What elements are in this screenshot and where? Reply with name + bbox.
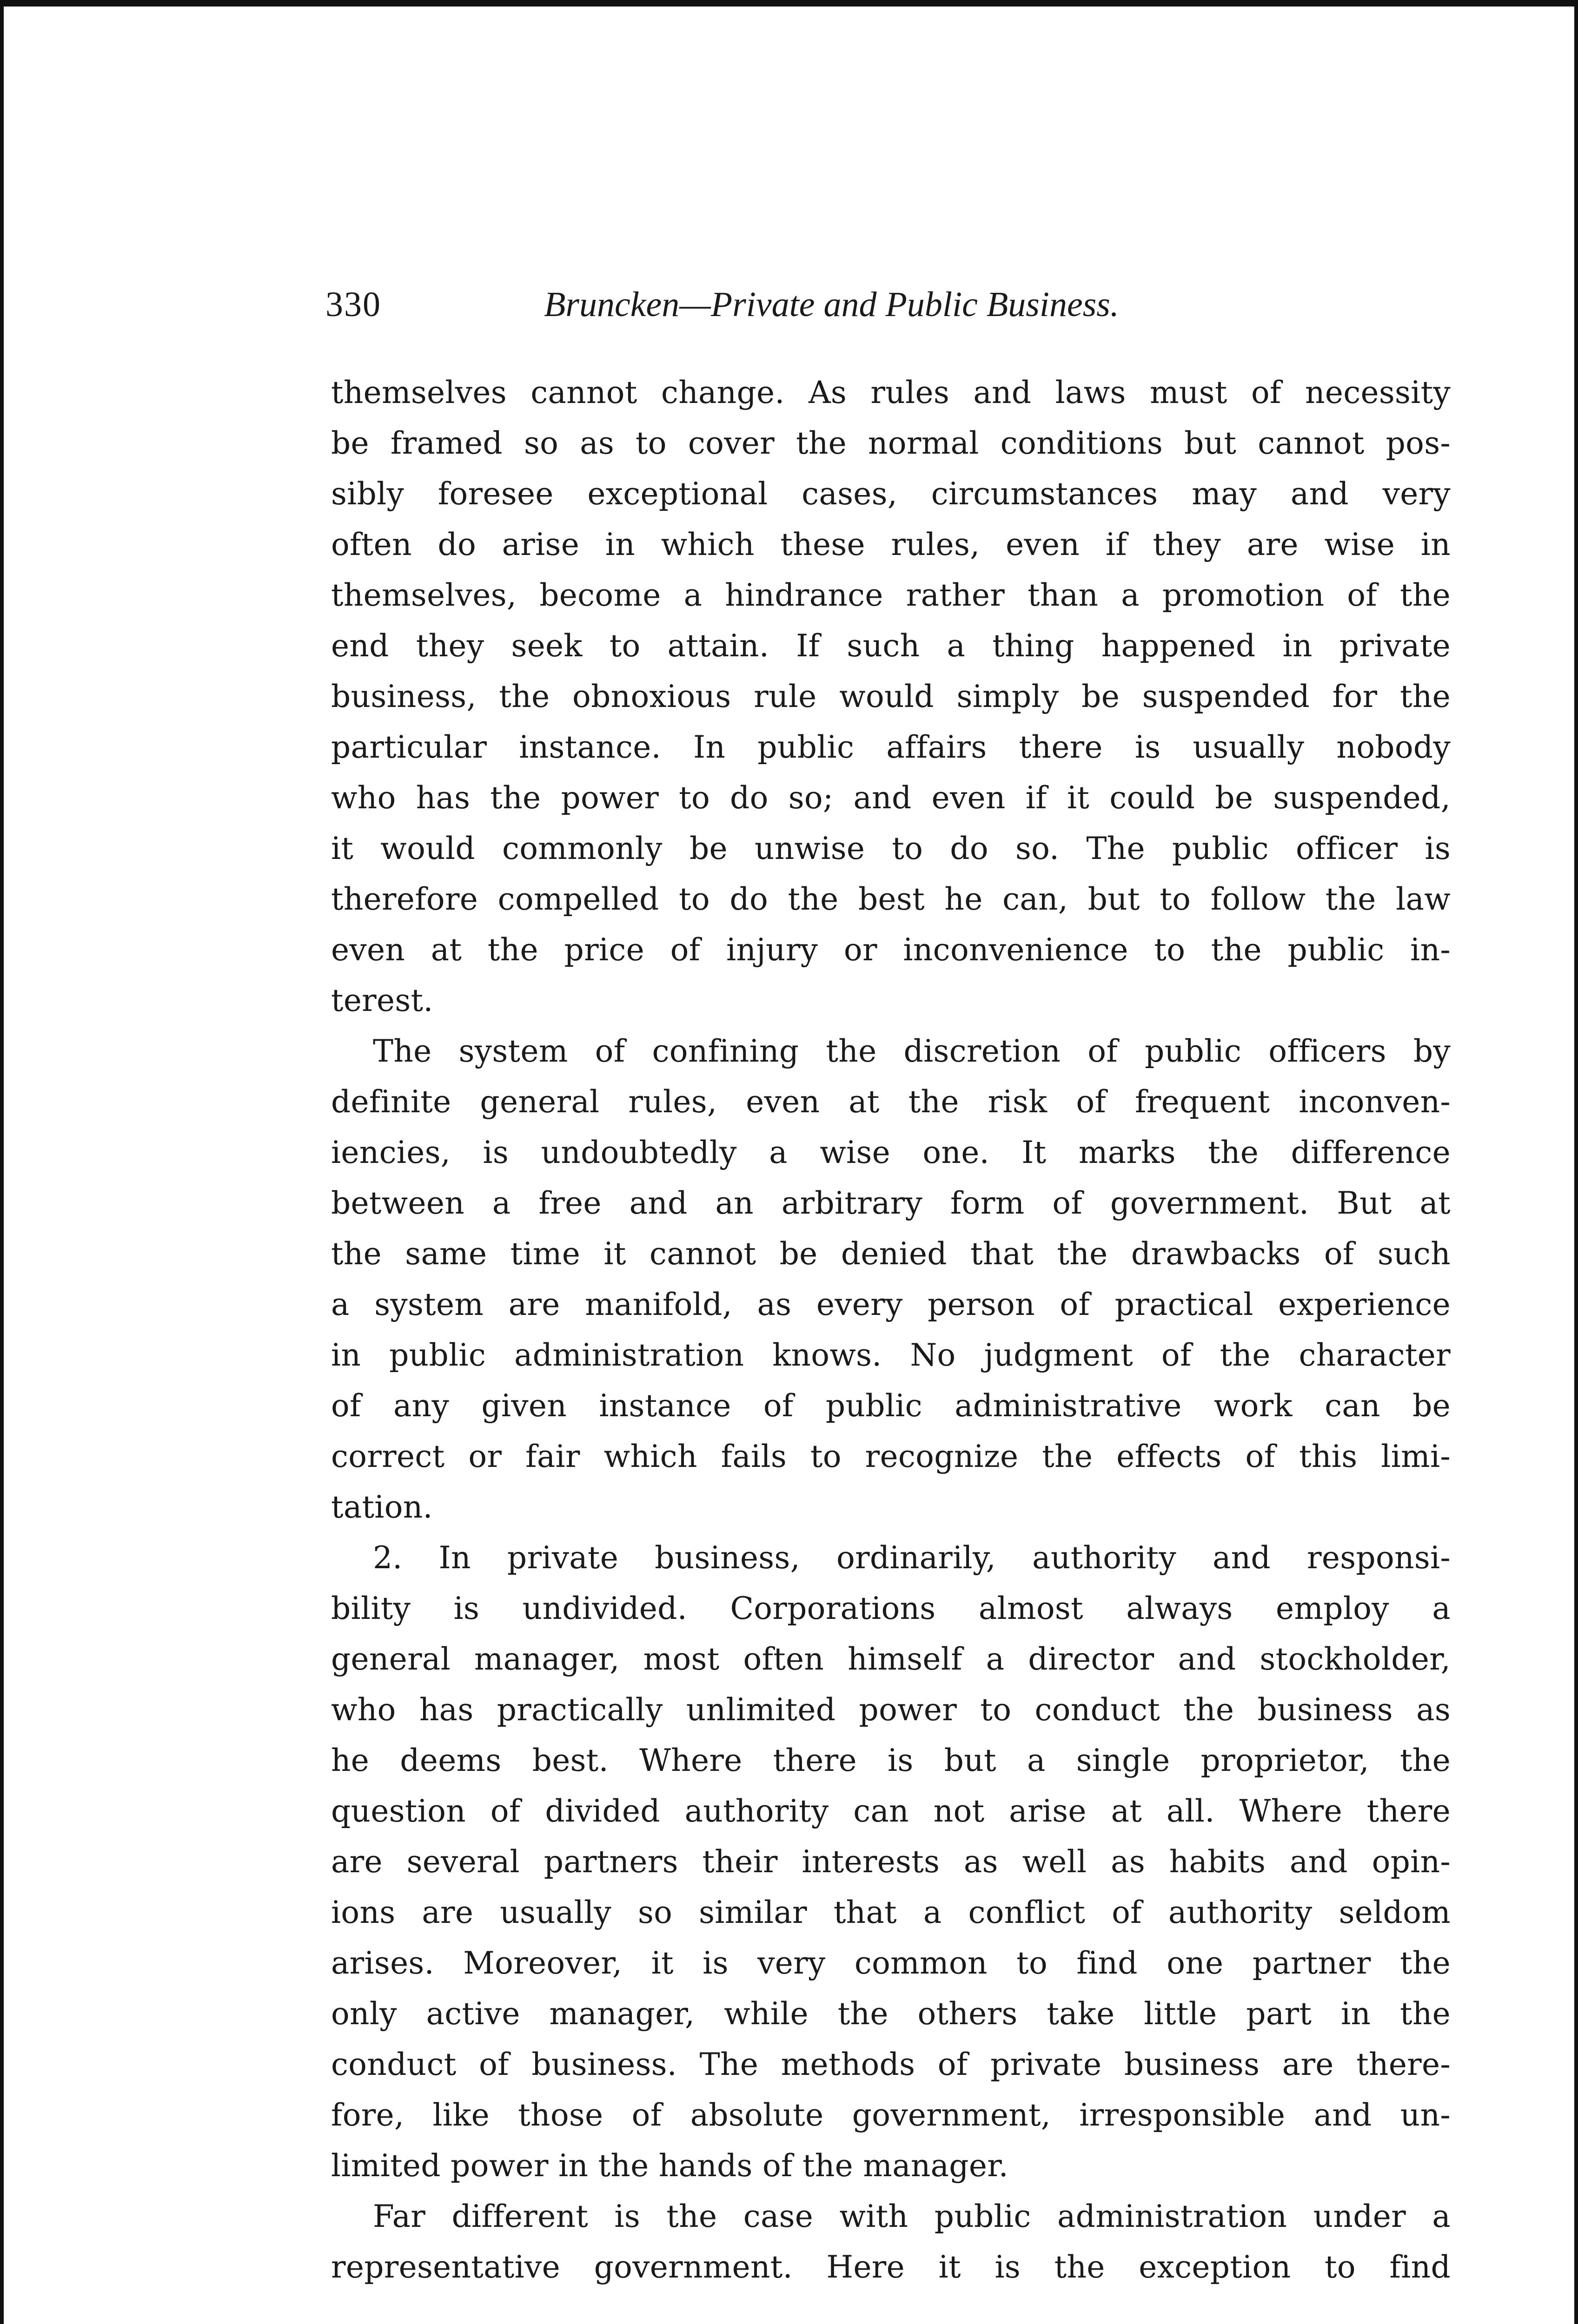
text-line: question of divided authority can not arise at all. Where there	[331, 1793, 1451, 1829]
text-line: in public administration knows. No judgment of the character	[331, 1337, 1451, 1373]
text-line: arises. Moreover, it is very common to find one partner the	[331, 1945, 1451, 1981]
text-line: business, the obnoxious rule would simply be suspended for the	[331, 679, 1451, 714]
text-line: bility is undivided. Corporations almost always employ a	[331, 1591, 1451, 1626]
text-line: a system are manifold, as every person of practical experience	[331, 1287, 1451, 1322]
text-line: even at the price of injury or inconvenience to the public in-	[331, 932, 1451, 968]
text-line: terest.	[331, 983, 433, 1018]
paragraph-1	[331, 367, 1451, 1026]
text-line: therefore compelled to do the best he can, but to follow the law	[331, 881, 1451, 917]
text-line: definite general rules, even at the risk of frequent inconven-	[331, 1084, 1451, 1120]
text-line: between a free and an arbitrary form of government. But at	[331, 1185, 1451, 1221]
text-line: correct or fair which fails to recognize the effects of this limi-	[331, 1439, 1451, 1474]
text-line: be framed so as to cover the normal conditions but cannot pos-	[331, 425, 1451, 461]
paragraph-4	[331, 2191, 1451, 2292]
text-line: he deems best. Where there is but a single proprietor, the	[331, 1743, 1451, 1778]
running-title: Bruncken—Private and Public Business.	[544, 285, 1119, 324]
text-line: are several partners their interests as well as habits and opin-	[331, 1844, 1451, 1880]
text-line: 2. In private business, ordinarily, authority and responsi-	[373, 1540, 1451, 1576]
page-number: 330	[325, 285, 381, 324]
text-line: tation.	[331, 1489, 433, 1525]
text-line: who has the power to do so; and even if it could be suspended,	[331, 780, 1451, 816]
text-line: who has practically unlimited power to conduct the business as	[331, 1692, 1451, 1728]
body-text	[331, 367, 1451, 2292]
text-line: particular instance. In public affairs there is usually nobody	[331, 729, 1451, 765]
page-border-right	[1574, 0, 1578, 2324]
text-line: end they seek to attain. If such a thing happened in private	[331, 628, 1451, 664]
text-line: conduct of business. The methods of private business are there-	[331, 2047, 1451, 2082]
text-line: the same time it cannot be denied that the drawbacks of such	[331, 1236, 1451, 1272]
text-line: ions are usually so similar that a conflict of authority seldom	[331, 1895, 1451, 1930]
text-line: The system of confining the discretion of public officers by	[373, 1033, 1451, 1069]
text-line: Far different is the case with public administration under a	[373, 2199, 1451, 2234]
text-line: representative government. Here it is the exception to find	[331, 2249, 1451, 2285]
text-line: general manager, most often himself a director and stockholder,	[331, 1641, 1451, 1677]
paragraph-2	[331, 1026, 1451, 1532]
text-line: limited power in the hands of the manager.	[331, 2148, 1009, 2184]
page-border-left	[0, 0, 4, 2324]
text-line: only active manager, while the others take little part in the	[331, 1996, 1451, 2032]
text-line: often do arise in which these rules, even if they are wise in	[331, 527, 1451, 562]
text-line: sibly foresee exceptional cases, circumstances may and very	[331, 476, 1451, 512]
page-header	[325, 279, 1441, 330]
text-line: of any given instance of public administrative work can be	[331, 1388, 1451, 1424]
text-line: fore, like those of absolute government, irresponsible and un-	[331, 2097, 1451, 2133]
text-line: it would commonly be unwise to do so. The public officer is	[331, 831, 1451, 866]
text-line: themselves cannot change. As rules and laws must of necessity	[331, 375, 1451, 410]
text-line: iencies, is undoubtedly a wise one. It marks the difference	[331, 1135, 1451, 1170]
page-border-top	[0, 0, 1578, 7]
text-line: themselves, become a hindrance rather than a promotion of the	[331, 577, 1451, 613]
paragraph-3	[331, 1532, 1451, 2191]
